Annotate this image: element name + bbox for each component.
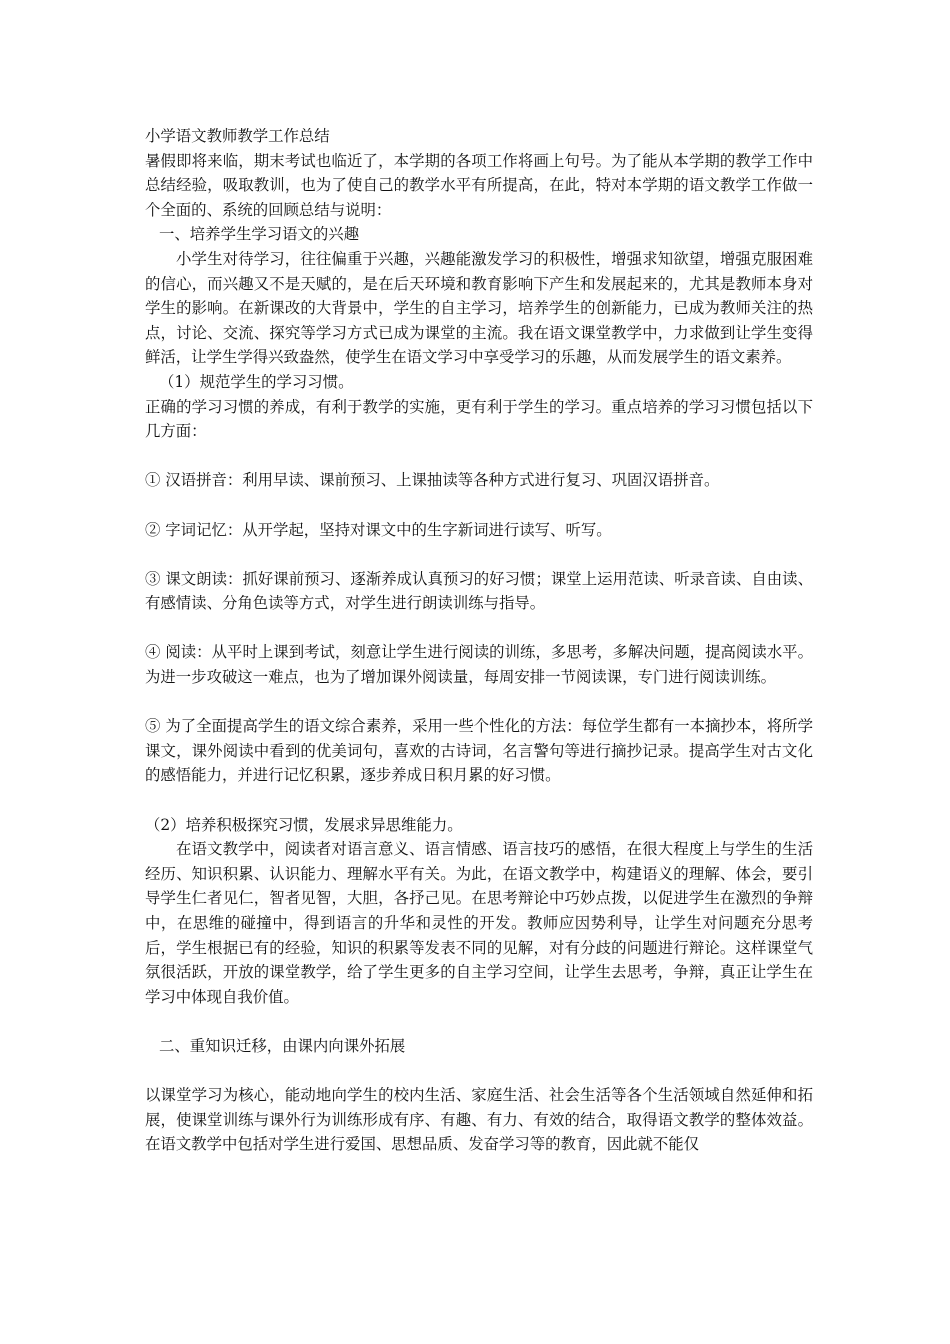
blank-line bbox=[145, 1059, 813, 1084]
document-title: 小学语文教师教学工作总结 bbox=[145, 127, 330, 145]
section1-heading: 一、培养学生学习语文的兴趣 bbox=[159, 225, 360, 244]
sub1-intro: 正确的学习习惯的养成，有利于教学的实施，更有利于学生的学习。重点培养的学习习惯包括以下几方面： bbox=[145, 397, 813, 441]
blank-line bbox=[145, 1009, 813, 1034]
section2-heading: 二、重知识迁移，由课内向课外拓展 bbox=[159, 1036, 406, 1055]
sub2-paragraph: 在语文教学中，阅读者对语言意义、语言情感、语言技巧的感悟，在很大程度上与学生的生活经历、知识积累、认识能力、理解水平有关。为此，在语文教学中，构建语义的理解、体会，要引导学生仁者见仁，智者见智，大胆，各抒己见。在思考辩论中巧妙点拨，以促进学生在激烈的争辩中，在思维的碰撞中，得到语言的升华和灵性的开发。教师应因势利导，让学生对问题充分思考后，学生根据已有的经验，知识的积累等发表不同的见解，对有分歧的问题进行辩论。这样课堂气氛很活跃，开放的课堂教学，给了学生更多的自主学习空间，让学生去思考，争辩，真正让学生在学习中体现自我价值。 bbox=[145, 840, 813, 1006]
list-item: ① 汉语拼音：利用早读、课前预习、上课抽读等各种方式进行复习、巩固汉语拼音。 bbox=[145, 471, 720, 490]
document-page bbox=[145, 124, 813, 1157]
section2-paragraph: 以课堂学习为核心，能动地向学生的校内生活、家庭生活、社会生活等各个生活领域自然延伸和拓展，使课堂训练与课外行为训练形成有序、有趣、有力、有效的结合，取得语文教学的整体效益。在语文教学中包括对学生进行爱国、思想品质、发奋学习等的教育，因此就不能仅 bbox=[145, 1086, 813, 1154]
list-item: ⑤ 为了全面提高学生的语文综合素养，采用一些个性化的方法：每位学生都有一本摘抄本，将所学课文，课外阅读中看到的优美词句，喜欢的古诗词，名言警句等进行摘抄记录。提高学生对古文化的感悟能力，并进行记忆积累，逐步养成日积月累的好习惯。 bbox=[145, 717, 813, 785]
blank-line bbox=[145, 616, 813, 641]
intro-paragraph: 暑假即将来临，期末考试也临近了，本学期的各项工作将画上句号。为了能从本学期的教学工作中总结经验，吸取教训，也为了使自己的教学水平有所提高，在此，特对本学期的语文教学工作做一个全面的、系统的回顾总结与说明： bbox=[145, 151, 813, 219]
sub1-heading: （1）规范学生的学习习惯。 bbox=[159, 372, 354, 391]
blank-line bbox=[145, 493, 813, 518]
list-item: ② 字词记忆：从开学起，坚持对课文中的生字新词进行读写、听写。 bbox=[145, 520, 612, 539]
section1-paragraph: 小学生对待学习，往往偏重于兴趣，兴趣能激发学习的积极性，增强求知欲望，增强克服困难的信心，而兴趣又不是天赋的，是在后天环境和教育影响下产生和发展起来的，尤其是教师本身对学生的影响。在新课改的大背景中，学生的自主学习，培养学生的创新能力，已成为教师关注的热点，讨论、交流、探究等学习方式已成为课堂的主流。我在语文课堂教学中，力求做到让学生变得鲜活，让学生学得兴致盎然，使学生在语文学习中享受学习的乐趣，从而发展学生的语文素养。 bbox=[145, 249, 813, 367]
sub2-heading: （2）培养积极探究习惯，发展求异思维能力。 bbox=[145, 815, 463, 834]
list-item: ④ 阅读：从平时上课到考试，刻意让学生进行阅读的训练，多思考，多解决问题，提高阅读水平。为进一步攻破这一难点，也为了增加课外阅读量，每周安排一节阅读课，专门进行阅读训练。 bbox=[145, 643, 813, 687]
blank-line bbox=[145, 788, 813, 813]
blank-line bbox=[145, 542, 813, 567]
blank-line bbox=[145, 444, 813, 469]
list-item: ③ 课文朗读：抓好课前预习、逐渐养成认真预习的好习惯；课堂上运用范读、听录音读、自由读、有感情读、分角色读等方式，对学生进行朗读训练与指导。 bbox=[145, 569, 813, 613]
blank-line bbox=[145, 690, 813, 715]
